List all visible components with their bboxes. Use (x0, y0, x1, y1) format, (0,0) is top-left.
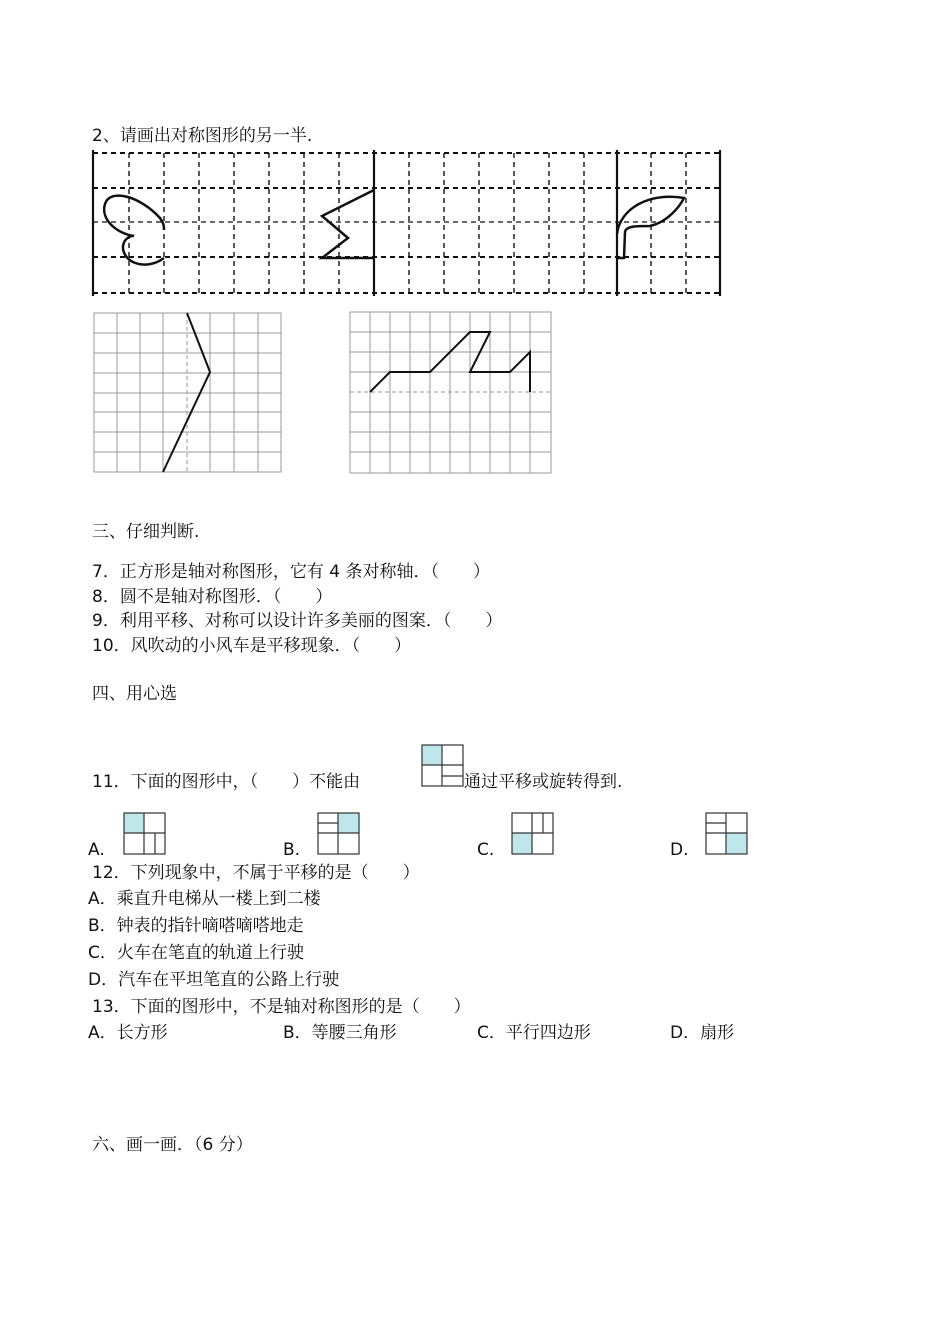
zigzag-half-shape (322, 190, 374, 258)
judge-item-8: 8．圆不是轴对称图形．（ ） (92, 587, 333, 607)
dashed-symmetry-grid (0, 0, 950, 300)
judge-item-10: 10．风吹动的小风车是平移现象．（ ） (92, 636, 412, 656)
q13-stem: 13．下面的图形中，不是轴对称图形的是（ ） (92, 997, 471, 1017)
judge-item-9: 9．利用平移、对称可以设计许多美丽的图案．（ ） (92, 611, 503, 631)
q11-option-d-tile[interactable] (705, 812, 749, 856)
q11-option-c-label: C. (477, 840, 495, 860)
q2-title: 2、请画出对称图形的另一半. (92, 126, 313, 146)
q11-reference-tile (421, 744, 465, 788)
q11-option-c-tile[interactable] (511, 812, 555, 856)
judge-item-7: 7．正方形是轴对称图形，它有 4 条对称轴．（ ） (92, 562, 490, 582)
q11-option-a-label: A. (88, 840, 105, 860)
q12-option-c: C．火车在笔直的轨道上行驶 (88, 943, 304, 963)
q11-option-b-tile[interactable] (317, 812, 361, 856)
q11-option-b-label: B. (283, 840, 301, 860)
q12-option-d: D．汽车在平坦笔直的公路上行驶 (88, 970, 340, 990)
section6-heading: 六、画一画．（6 分） (92, 1135, 253, 1155)
q13-option-b: B．等腰三角形 (283, 1023, 397, 1043)
q12-option-b: B．钟表的指针嘀嗒嘀嗒地走 (88, 916, 304, 936)
q11-suffix: 通过平移或旋转得到. (464, 772, 623, 792)
q13-option-d: D．扇形 (670, 1023, 735, 1043)
section4-heading: 四、用心选 (92, 684, 177, 704)
section3-heading: 三、仔细判断. (92, 522, 200, 542)
grid-figure-right (349, 311, 553, 475)
grid-figure-left (93, 312, 283, 474)
q13-option-c: C．平行四边形 (477, 1023, 591, 1043)
heart-half-shape (104, 196, 164, 265)
q11-prefix: 11．下面的图形中，（ ）不能由 (92, 772, 361, 792)
q13-option-a: A．长方形 (88, 1023, 168, 1043)
q12-stem: 12．下列现象中，不属于平移的是（ ） (92, 863, 420, 883)
q12-option-a: A．乘直升电梯从一楼上到二楼 (88, 889, 321, 909)
q11-option-a-tile[interactable] (123, 812, 167, 856)
q11-option-d-label: D. (670, 840, 689, 860)
